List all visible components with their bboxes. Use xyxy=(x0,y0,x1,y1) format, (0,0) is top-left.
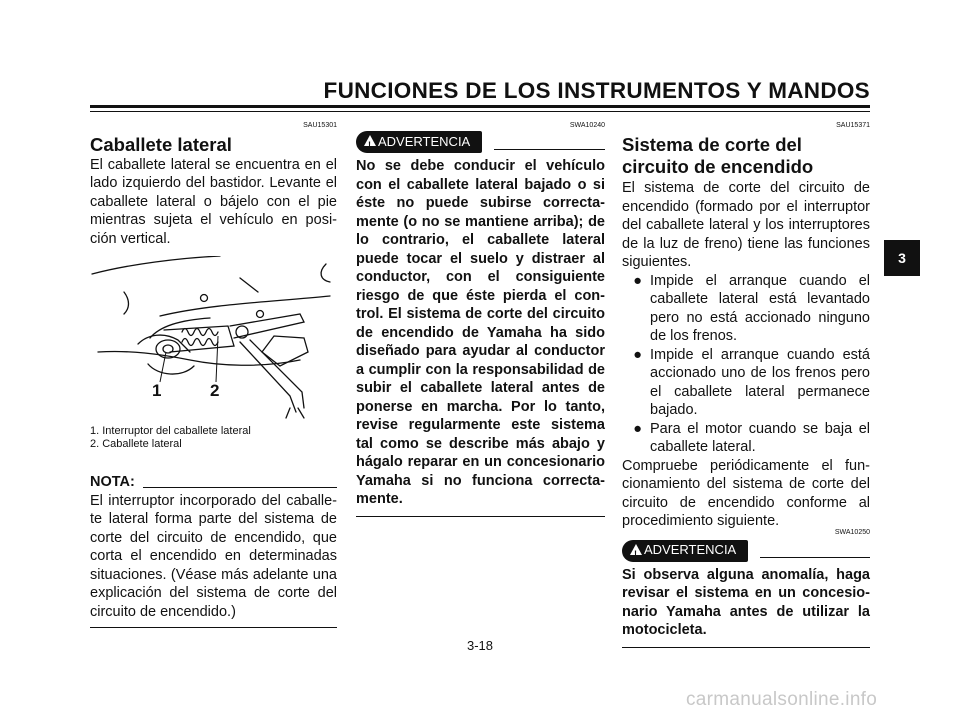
note-rule xyxy=(143,487,337,488)
warning-heading-row xyxy=(356,131,605,153)
watermark: carmanualsonline.info xyxy=(686,689,878,710)
left-column xyxy=(90,122,337,628)
middle-column xyxy=(356,122,605,517)
section-code: SAU15301 xyxy=(303,122,337,129)
warning-heading-row xyxy=(622,540,870,562)
note-text: El interruptor incorporado del caballe-te lateral forma parte del sistema de corte del circuito de encendido, que corta el encendido en determinadas situaciones. (Véase más adelante una explicación del sistema de corte del circuito de encendido.) xyxy=(90,492,337,629)
list-item: ● Para el motor cuando se baja el caballete lateral. xyxy=(622,420,870,457)
figure-caption-2: 2. Caballete lateral xyxy=(90,438,182,450)
note-heading-row xyxy=(90,473,337,492)
warning-triangle-icon: ! xyxy=(630,544,642,555)
figure-label-1: 1 xyxy=(152,381,162,400)
header-rule-thick xyxy=(90,105,870,108)
bullet-icon: ● xyxy=(633,272,642,289)
warning-label: ADVERTENCIA xyxy=(644,542,737,558)
bullet-icon: ● xyxy=(633,420,642,437)
figure-caption-1: 1. Interruptor del caballete lateral xyxy=(90,425,251,437)
bullet-icon: ● xyxy=(633,346,642,363)
chapter-tab[interactable]: 3 xyxy=(884,240,920,276)
list-item: ● Impide el arranque cuando está accionado uno de los frenos pero el caballete lateral permanece bajado. xyxy=(622,346,870,420)
section-paragraph: El caballete lateral se encuentra en el lado izquierdo del bastidor. Levante el caballete lateral o bájelo con el pie mientras sujeta el vehículo en posi-ción vertical. xyxy=(90,156,337,247)
warning-text: Si observa alguna anomalía, haga revisar el sistema en un concesio-nario Yamaha antes de utilizar la motocicleta. xyxy=(622,566,870,648)
warning-rule xyxy=(760,557,870,558)
side-stand-illustration xyxy=(90,256,337,421)
warning-rule xyxy=(494,149,605,150)
right-column xyxy=(622,122,870,648)
warning-code: SWA10250 xyxy=(834,528,870,536)
header-rule-thin xyxy=(90,111,870,112)
page-number: 3-18 xyxy=(466,638,494,653)
section-heading: Caballete lateral xyxy=(90,134,232,155)
section-code: SAU15371 xyxy=(836,122,870,129)
warning-badge xyxy=(356,131,482,153)
section-heading: Sistema de corte del circuito de encendido xyxy=(622,134,814,177)
note-label: NOTA: xyxy=(90,474,135,490)
warning-badge xyxy=(622,540,748,562)
warning-triangle-icon: ! xyxy=(364,135,376,146)
warning-label: ADVERTENCIA xyxy=(378,133,471,149)
section-intro: El sistema de corte del circuito de encendido (formado por el interruptor del caballete lateral y los interruptores de la luz de freno) tiene las funciones siguientes. xyxy=(622,180,870,270)
warning-text: No se debe conducir el vehículo con el caballete lateral bajado o si éste no puede subirse correcta-mente (o no se mantiene arriba); de lo contrario, el caballete lateral puede tocar el suelo y distraer al conductor, con el consiguiente riesgo de que éste pierda el con-trol. El sistema de corte del circuito de encendido de Yamaha ha sido diseñado para ayudar al conductor a cumplir con la responsabilidad de subir el caballete lateral antes de ponerse en marcha. Por lo tanto, revise regularmente este sistema tal como se describe más abajo y hágalo reparar en un concesionario Yamaha si no funciona correcta-mente. xyxy=(356,157,605,517)
list-item: ● Impide el arranque cuando el caballete lateral está levantado pero no está accionado ninguno de los frenos. xyxy=(622,272,870,346)
figure-label-2: 2 xyxy=(210,381,220,400)
page-header-title: FUNCIONES DE LOS INSTRUMENTOS Y MANDOS xyxy=(323,78,870,103)
section-outro: Compruebe periódicamente el fun-cionamiento del sistema de corte del circuito de encendido conforme al procedimiento siguiente. xyxy=(622,457,870,529)
warning-code: SWA10240 xyxy=(569,122,605,129)
